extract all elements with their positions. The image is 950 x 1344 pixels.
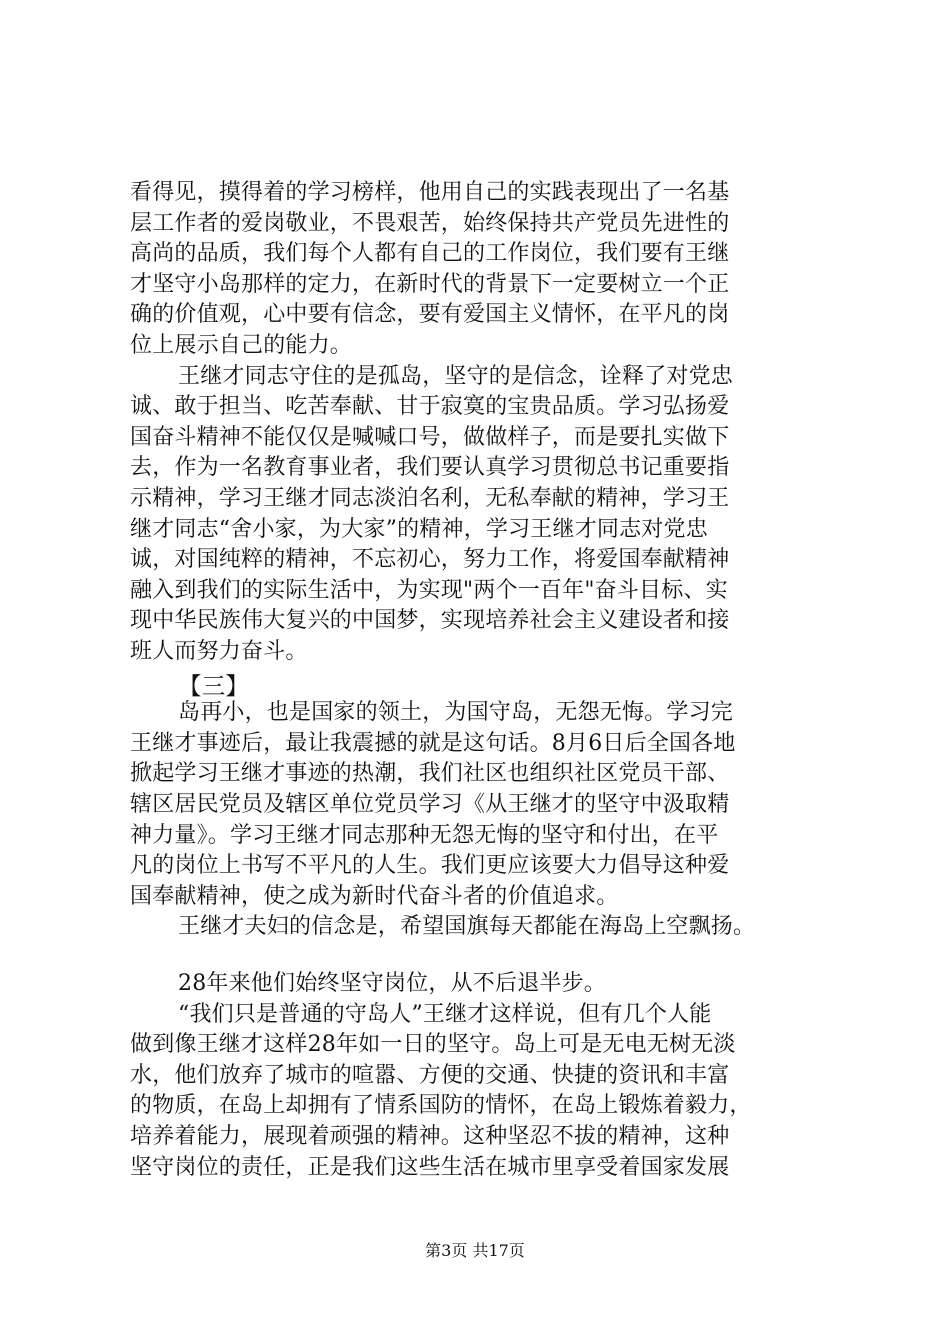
paragraph-1-line-1: 看得见，摸得着的学习榜样，他用自己的实践表现出了一名基 xyxy=(130,180,730,205)
page-footer: 第3页 共17页 xyxy=(425,1241,525,1260)
paragraph-2-line-9: 现中华民族伟大复兴的中国梦，实现培养社会主义建设者和接 xyxy=(130,608,730,634)
paragraph-4-line-1: 岛再小，也是国家的领土，为国守岛，无怨无悔。学习完 xyxy=(178,700,734,726)
paragraph-1-line-3: 高尚的品质，我们每个人都有自己的工作岗位，我们要有王继 xyxy=(130,241,730,267)
paragraph-1-line-2: 层工作者的爱岗敬业，不畏艰苦，始终保持共产党员先进性的 xyxy=(130,210,730,236)
paragraph-2-line-4: 去，作为一名教育事业者，我们要认真学习贯彻总书记重要指 xyxy=(130,455,730,481)
paragraph-2-line-6: 继才同志“舍小家，为大家”的精神，学习王继才同志对党忠 xyxy=(130,516,708,542)
paragraph-4-line-5: 神力量》。学习王继才同志那种无怨无悔的坚守和付出，在平 xyxy=(130,822,719,848)
paragraph-2-line-10: 班人而努力奋斗。 xyxy=(130,639,308,664)
paragraph-2-line-1: 王继才同志守住的是孤岛，坚守的是信念，诠释了对党忠 xyxy=(178,363,734,389)
paragraph-1-line-6: 位上展示自己的能力。 xyxy=(130,333,353,358)
section-heading: 【三】 xyxy=(178,671,250,700)
paragraph-2-line-7: 诚，对国纯粹的精神，不忘初心，努力工作，将爱国奉献精神 xyxy=(130,547,730,573)
paragraph-7-line-4: 的物质，在岛上却拥有了情系国防的情怀，在岛上锻炼着毅力， xyxy=(130,1093,752,1119)
paragraph-2-line-8: 融入到我们的实际生活中，为实现"两个一百年"奋斗目标、实 xyxy=(130,577,728,603)
paragraph-7-line-5: 培养着能力，展现着顽强的精神。这种坚忍不拔的精神，这种 xyxy=(130,1124,730,1149)
paragraph-4-line-4: 辖区居民党员及辖区单位党员学习《从王继才的坚守中汲取精 xyxy=(130,792,730,817)
paragraph-7-line-1: “我们只是普通的守岛人”王继才这样说，但有几个人能 xyxy=(178,1001,712,1027)
paragraph-7-line-2: 做到像王继才这样28年如一日的坚守。岛上可是无电无树无淡 xyxy=(130,1032,736,1058)
paragraph-2-line-3: 国奋斗精神不能仅仅是喊喊口号，做做样子，而是要扎实做下 xyxy=(130,424,730,450)
paragraph-1-line-4: 才坚守小岛那样的定力，在新时代的背景下一定要树立一个正 xyxy=(130,271,730,297)
paragraph-2-line-5: 示精神，学习王继才同志淡泊名利，无私奉献的精神，学习王 xyxy=(130,486,730,511)
paragraph-6-line-1: 28年来他们始终坚守岗位，从不后退半步。 xyxy=(178,971,606,996)
paragraph-4-line-2: 王继才事迹后，最让我震撼的就是这句话。8月6日后全国各地 xyxy=(130,730,736,756)
paragraph-5-line-1: 王继才夫妇的信念是，希望国旗每天都能在海岛上空飘扬。 xyxy=(178,914,756,940)
paragraph-1-line-5: 确的价值观，心中要有信念，要有爱国主义情怀，在平凡的岗 xyxy=(130,302,730,328)
paragraph-4-line-7: 国奉献精神，使之成为新时代奋斗者的价值追求。 xyxy=(130,883,619,909)
paragraph-2-line-2: 诚、敢于担当、吃苦奉献、甘于寂寞的宝贵品质。学习弘扬爱 xyxy=(130,394,730,420)
paragraph-4-line-6: 凡的岗位上书写不平凡的人生。我们更应该要大力倡导这种爱 xyxy=(130,853,730,879)
paragraph-4-line-3: 掀起学习王继才事迹的热潮，我们社区也组织社区党员干部、 xyxy=(130,761,730,787)
paragraph-7-line-3: 水，他们放弃了城市的喧嚣、方便的交通、快捷的资讯和丰富 xyxy=(130,1062,730,1088)
paragraph-7-line-6: 坚守岗位的责任，正是我们这些生活在城市里享受着国家发展 xyxy=(130,1154,730,1180)
